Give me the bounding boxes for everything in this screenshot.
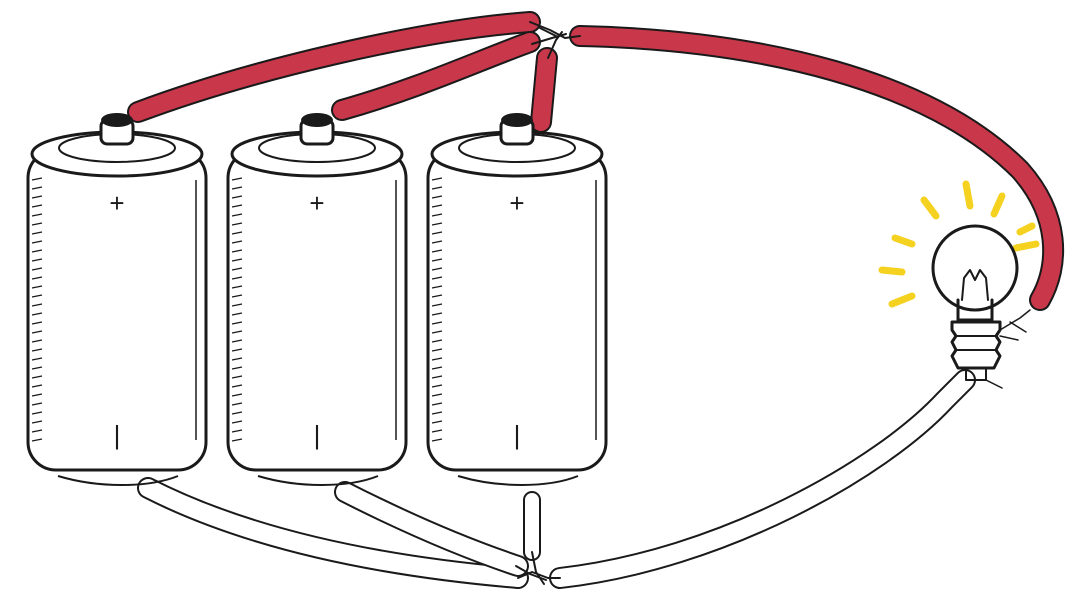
negative-label: |	[113, 420, 121, 450]
white-wire-to-bulb	[560, 380, 965, 578]
positive-label: +	[509, 188, 525, 218]
glow-ray	[892, 296, 912, 304]
red-wire-to-bulb	[580, 36, 1053, 300]
glow-ray	[966, 184, 970, 206]
positive-label: +	[309, 188, 325, 218]
glow-ray	[1016, 244, 1036, 248]
glow-ray	[895, 238, 912, 244]
light-bulb	[882, 184, 1036, 388]
glow-ray	[1020, 226, 1032, 232]
battery-2	[228, 113, 406, 485]
bulb-glass-icon	[933, 226, 1017, 310]
glow-ray	[882, 270, 902, 272]
negative-label: |	[513, 420, 521, 450]
glow-ray	[924, 200, 936, 216]
bulb-filament-icon	[962, 270, 988, 300]
batteries	[28, 113, 606, 485]
bulb-base-icon	[952, 322, 1000, 368]
battery-3	[428, 113, 606, 485]
battery-1	[28, 113, 206, 485]
negative-label: |	[313, 420, 321, 450]
glow-ray	[994, 196, 1002, 214]
positive-label: +	[109, 188, 125, 218]
